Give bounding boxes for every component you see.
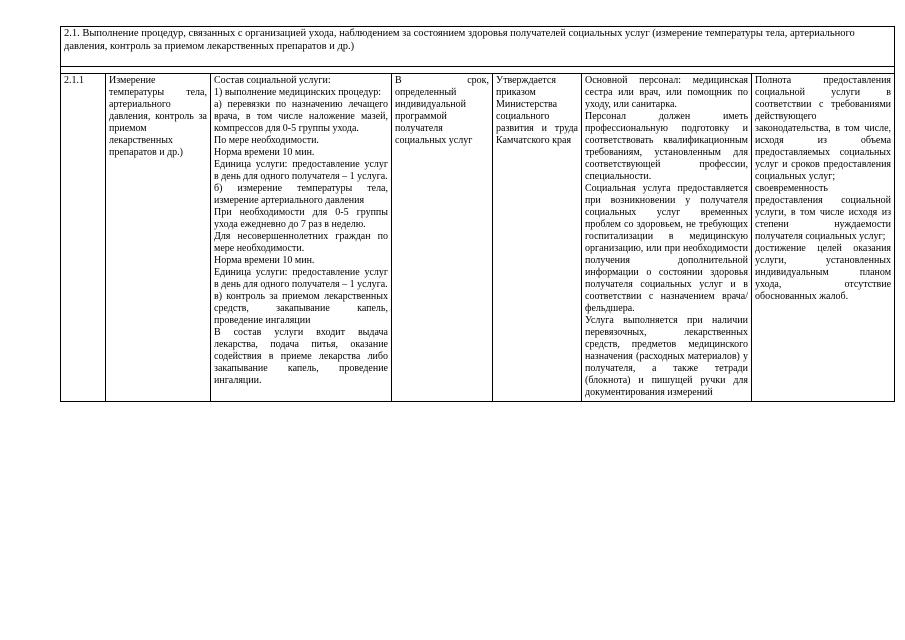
quality-indicators bbox=[752, 74, 895, 402]
service-conditions bbox=[582, 74, 752, 402]
spacer-cell bbox=[61, 67, 895, 74]
row-number: 2.1.1 bbox=[61, 74, 106, 402]
section-heading: 2.1. Выполнение процедур, связанных с организацией ухода, наблюдением за состоянием здоровья получателей социальных услуг (измерение температуры тела, артериального давления, контроль за приемом лекарственных препаратов и др.) bbox=[61, 27, 895, 67]
indicator-paragraph: своевременность предоставления социальной услуги, в том числе исходя из степени нуждаемости получателя социальных услуг; bbox=[755, 183, 892, 242]
composition-line: Единица услуги: предоставление услуг в день для одного получателя – 1 услуга. bbox=[214, 159, 388, 182]
section-row bbox=[61, 27, 895, 67]
service-approval: Утверждается приказом Министерства социального развития и труда Камчатского края bbox=[493, 74, 582, 402]
conditions-paragraph: Основной персонал: медицинская сестра или врач, или помощник по уходу, или санитарка. bbox=[585, 75, 748, 110]
composition-line: Норма времени 10 мин. bbox=[214, 147, 315, 158]
conditions-paragraph: Персонал должен иметь профессиональную подготовку и соответствовать квалификационным требованиям, установленным для соответствующей профессии, специальности. bbox=[585, 111, 748, 182]
composition-line: При необходимости для 0-5 группы ухода ежедневно до 7 раз в неделю. bbox=[214, 207, 388, 230]
service-composition bbox=[211, 74, 392, 402]
composition-line: Состав социальной услуги: bbox=[214, 75, 331, 86]
composition-line: Для несовершеннолетних граждан по мере необходимости. bbox=[214, 231, 388, 254]
composition-line: Единица услуги: предоставление услуг в день для одного получателя – 1 услуга. bbox=[214, 267, 388, 290]
table-row bbox=[61, 74, 895, 402]
composition-line: По мере необходимости. bbox=[214, 135, 319, 146]
services-table bbox=[60, 26, 895, 402]
composition-line: б) измерение температуры тела, измерение артериального давления bbox=[214, 183, 388, 206]
conditions-paragraph: Социальная услуга предоставляется при возникновении у получателя социальных услуг временных проблем со здоровьем, не требующих госпитализации в медицинскую организацию, или при необходимости получения дополнительной информации о состоянии здоровья получателя социальных услуг и в соответствии с назначением врача/фельдшера. bbox=[585, 183, 748, 314]
composition-line: Норма времени 10 мин. bbox=[214, 255, 315, 266]
composition-line: 1) выполнение медицинских процедур: bbox=[214, 87, 382, 98]
conditions-paragraph: Услуга выполняется при наличии перевязочных, лекарственных средств, предметов медицинского назначения (расходных материалов) у получателя, а также тетради (блокнота) и пишущей ручки для документирования измерений bbox=[585, 315, 748, 398]
indicator-paragraph: Полнота предоставления социальной услуги в соответствии с требованиями действующего законодательства, в том числе, исходя из объема предоставляемых социальных услуг и сроков предоставления социальных услуг; bbox=[755, 75, 892, 182]
composition-line: в) контроль за приемом лекарственных средств, закапывание капель, проведение ингаляции bbox=[214, 291, 388, 326]
indicator-paragraph: достижение целей оказания услуги, установленных индивидуальным планом ухода, отсутствие обоснованных жалоб. bbox=[755, 243, 892, 302]
composition-line: В состав услуги входит выдача лекарства, подача питья, оказание содействия в приеме лекарства либо закапывание капель, проведение ингаляции. bbox=[214, 327, 388, 386]
composition-line: а) перевязки по назначению лечащего врача, в том числе наложение мазей, компрессов для 0-5 группы ухода. bbox=[214, 99, 388, 134]
service-term: В срок, определенный индивидуальной программой получателя социальных услуг bbox=[392, 74, 493, 402]
spacer-row bbox=[61, 67, 895, 74]
service-name: Измерение температуры тела, артериального давления, контроль за приемом лекарственных препаратов и др.) bbox=[106, 74, 211, 402]
